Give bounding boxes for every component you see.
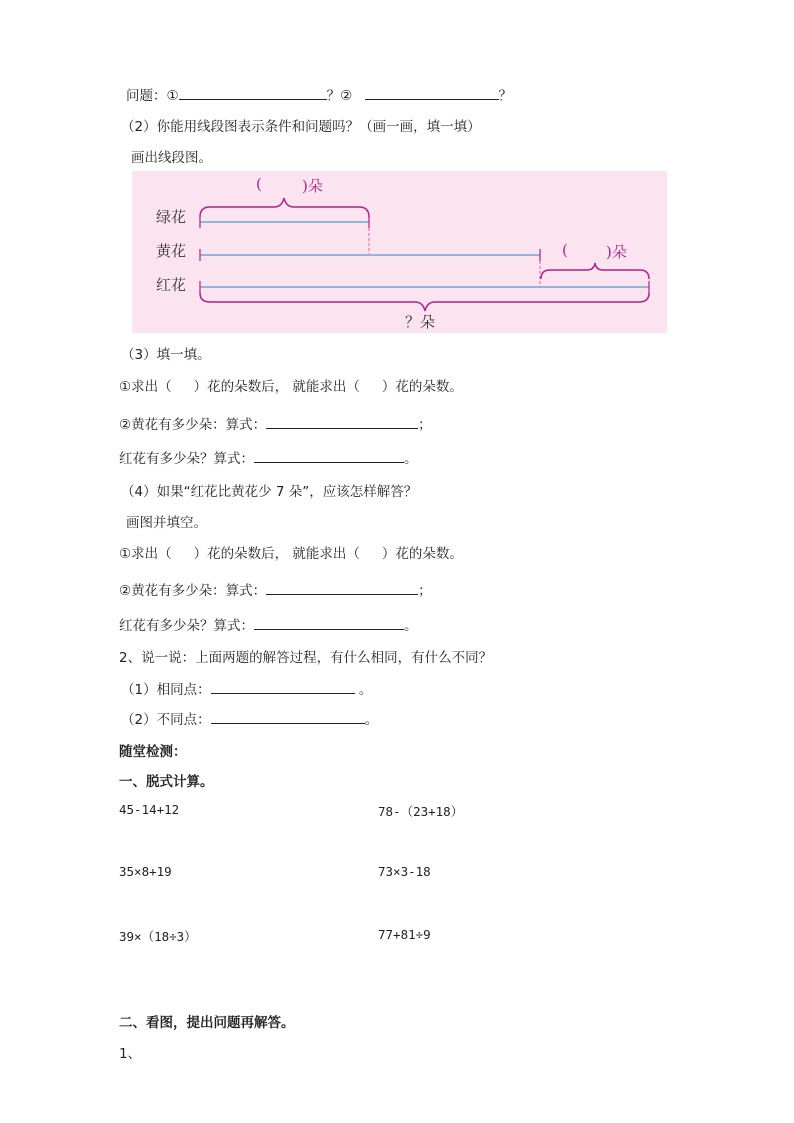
part3-line1-b: ）花的朵数后，: [193, 379, 289, 395]
label-green: 绿花: [156, 208, 187, 226]
part4-title: （4）如果“红花比黄花少 7 朵”，应该怎样解答？: [121, 484, 418, 500]
q2-title: 2、说一说：上面两题的解答过程，有什么相同，有什么不同？: [119, 650, 493, 666]
diff-brace-close: )朵: [606, 243, 627, 261]
part3-line2-end: ；: [418, 417, 432, 433]
quiz-item-1: 1、: [119, 1046, 142, 1062]
part3-red-formula-blank[interactable]: [254, 449, 404, 463]
question-1-blank[interactable]: [179, 86, 327, 100]
part3-line1-d: ）花的朵数。: [381, 379, 463, 395]
part2-title: （2）你能用线段图表示条件和问题吗？（画一画，填一填）: [121, 119, 481, 135]
q2-diff-blank[interactable]: [211, 710, 365, 724]
diagram-graphics: [132, 171, 667, 333]
part4-line2: [119, 579, 432, 599]
q2-diff-label: （2）不同点：: [121, 712, 211, 728]
quiz-section1-title: 一、脱式计算。: [119, 774, 214, 790]
part4-line2-end: ；: [418, 583, 432, 599]
calc-item-6: 77+81÷9: [378, 927, 431, 942]
part4-line1-c: 就能求出（: [292, 546, 360, 562]
part3-line1-c: 就能求出（: [292, 379, 360, 395]
part4-line3-label: 红花有多少朵？算式：: [119, 618, 254, 634]
part3-line2-label: ②黄花有多少朵：算式：: [119, 417, 267, 433]
difference-brace: [541, 263, 649, 279]
quiz-heading: 随堂检测：: [119, 744, 187, 760]
calc-item-4: 73×3-18: [378, 864, 431, 879]
part3-line1-a: ①求出（: [119, 379, 172, 395]
part4-line1-d: ）花的朵数。: [381, 546, 463, 562]
total-brace: [200, 293, 649, 311]
green-brace: [200, 198, 369, 217]
part3-line2: [119, 413, 432, 433]
diff-brace-open: (: [562, 241, 568, 259]
part3-line3-end: 。: [404, 451, 418, 467]
part4-red-formula-blank[interactable]: [254, 616, 404, 630]
calc-item-2: 78-（23+18）: [378, 804, 464, 819]
q2-same-blank[interactable]: [211, 680, 355, 694]
q2-same-label: （1）相同点：: [121, 682, 211, 698]
part3-title: （3）填一填。: [121, 347, 211, 363]
quiz-section2-title: 二、看图，提出问题再解答。: [119, 1015, 295, 1031]
part4-line3: [119, 614, 418, 634]
part3-line1: [119, 375, 463, 395]
part2-instruction: 画出线段图。: [131, 150, 212, 166]
q2-same-line: [121, 678, 372, 698]
part4-line2-label: ②黄花有多少朵：算式：: [119, 583, 267, 599]
question-mark-1: ？②: [326, 88, 353, 104]
label-yellow: 黄花: [156, 242, 187, 260]
calc-item-5: 39×（18÷3）: [119, 929, 197, 944]
part4-line3-end: 。: [404, 618, 418, 634]
q2-diff-line: [121, 708, 378, 728]
question-mark-2: ？: [498, 88, 513, 104]
label-red: 红花: [156, 276, 187, 294]
question-2-blank[interactable]: [365, 86, 499, 100]
part4-instruction: 画图并填空。: [126, 515, 207, 531]
question-line: [126, 84, 512, 104]
calc-item-1: 45-14+12: [119, 802, 180, 817]
part4-yellow-formula-blank[interactable]: [266, 581, 418, 595]
green-brace-open: (: [256, 175, 262, 193]
question-label: 问题：①: [126, 88, 179, 104]
part3-line3: [119, 447, 418, 467]
part4-line1-a: ①求出（: [119, 546, 172, 562]
part4-line1: [119, 542, 463, 562]
part3-yellow-formula-blank[interactable]: [266, 415, 418, 429]
green-brace-close: )朵: [302, 177, 323, 195]
part4-line1-b: ）花的朵数后，: [193, 546, 289, 562]
calc-item-3: 35×8+19: [119, 864, 172, 879]
part3-line3-label: 红花有多少朵？算式：: [119, 451, 254, 467]
q2-diff-end: 。: [364, 712, 379, 728]
line-segment-diagram: [132, 171, 667, 333]
q2-same-end: 。: [358, 682, 373, 698]
total-label: ？朵: [405, 313, 436, 331]
